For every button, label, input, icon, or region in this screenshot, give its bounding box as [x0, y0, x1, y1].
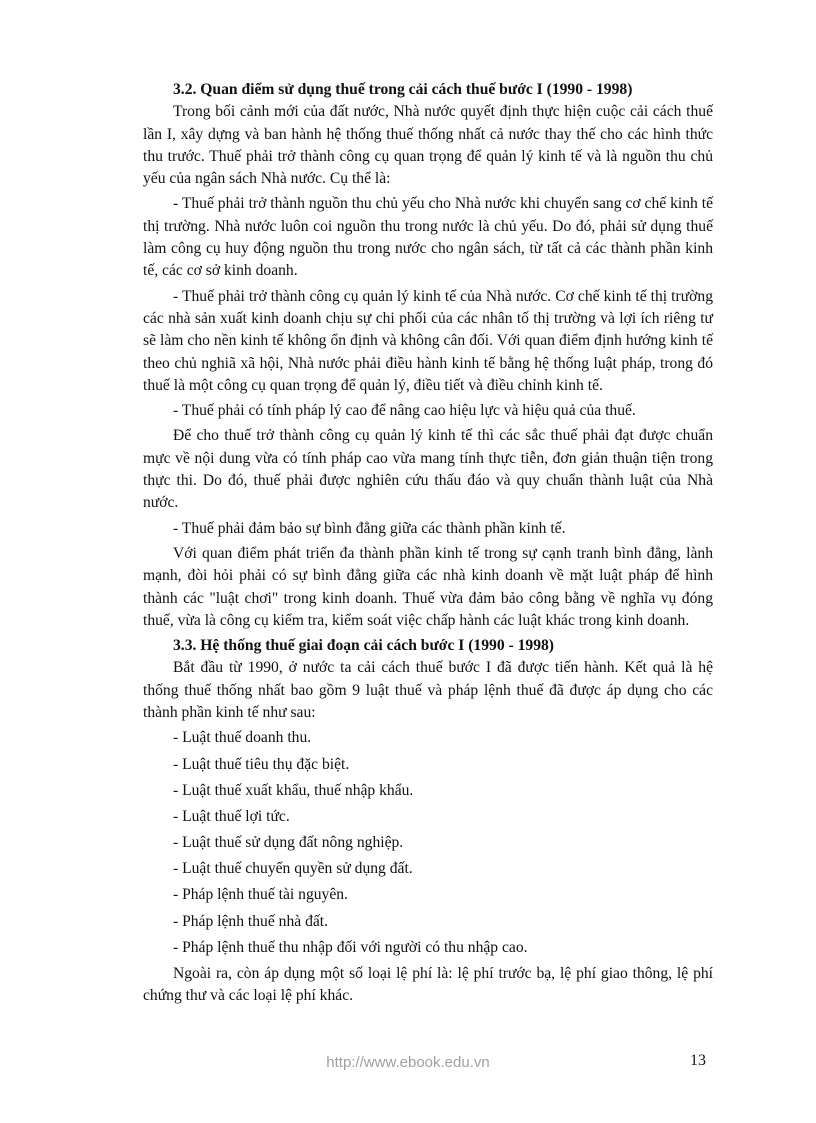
list-item: - Luật thuế chuyển quyền sử dụng đất. — [173, 860, 413, 878]
paragraph: Để cho thuế trở thành công cụ quản lý kinh tế thì các sắc thuế phải đạt được chuẩn mực về nội dung vừa có tính pháp cao vừa mang tính thực tiễn, đơn giản thuận tiện trong thực thi. Do đó, thuế phải được nghiên cứu thấu đáo và quy chuẩn thành luật của Nhà nước. — [143, 427, 713, 512]
page-number: 13 — [690, 1052, 706, 1069]
paragraph: Với quan điểm phát triển đa thành phần kinh tế trong sự cạnh tranh bình đẳng, lành mạnh, đòi hỏi phải có sự bình đẳng giữa các nhà kinh doanh về mặt luật pháp để hình thành các "luật chơi" trong kinh doanh. Thuế vừa đảm bảo công bằng về nghĩa vụ đóng thuế, vừa là công cụ kiểm tra, kiểm soát việc chấp hành các luật khác trong kinh doanh. — [143, 544, 713, 629]
list-item: - Luật thuế sử dụng đất nông nghiệp. — [173, 834, 404, 852]
section-heading-3-3: 3.3. Hệ thống thuế giai đoạn cải cách bước I (1990 - 1998) — [173, 637, 554, 655]
list-item: - Luật thuế tiêu thụ đặc biệt. — [173, 755, 350, 773]
document-page — [143, 79, 713, 1011]
tax-law-list — [143, 727, 713, 959]
paragraph: - Thuế phải trở thành công cụ quản lý kinh tế của Nhà nước. Cơ chế kinh tế thị trường các nhà sản xuất kinh doanh chịu sự chi phối của các nhân tố thị trường và lợi ích riêng tư sẽ làm cho nền kinh tế không ổn định và không cân đối. Với quan điểm định hướng kinh tế theo chủ nghiã xã hội, Nhà nước phải điều hành kinh tế bằng hệ thống luật pháp, trong đó thuế là một công cụ quan trọng để quản lý, điều tiết và điều chỉnh kinh tế. — [143, 287, 713, 394]
list-item: - Pháp lệnh thuế tài nguyên. — [173, 886, 348, 904]
list-item: - Luật thuế doanh thu. — [173, 729, 312, 747]
list-item: - Pháp lệnh thuế nhà đất. — [173, 912, 329, 930]
list-item: - Luật thuế lợi tức. — [173, 807, 290, 825]
paragraph: - Thuế phải trở thành nguồn thu chủ yếu cho Nhà nước khi chuyển sang cơ chế kinh tế thị trường. Nhà nước luôn coi nguồn thu trong nước là chủ yếu. Do đó, phải sử dụng thuế làm công cụ huy động nguồn thu trong nước cho ngân sách, từ tất cả các thành phần kinh tế, các cơ sở kinh doanh. — [143, 195, 713, 280]
section-heading-3-2: 3.2. Quan điểm sử dụng thuế trong cải cách thuế bước I (1990 - 1998) — [173, 81, 633, 98]
footer-url[interactable]: http://www.ebook.edu.vn — [326, 1054, 490, 1071]
list-item: - Luật thuế xuất khẩu, thuế nhập khẩu. — [173, 781, 414, 799]
paragraph: - Thuế phải đảm bảo sự bình đẳng giữa các thành phần kinh tế. — [173, 519, 566, 537]
paragraph: Trong bối cảnh mới của đất nước, Nhà nước quyết định thực hiện cuộc cải cách thuế lần I, xây dựng và ban hành hệ thống thuế thống nhất cả nước thay thế cho các hình thức thu trước. Thuế phải trở thành công cụ quan trọng để quản lý kinh tế và là nguồn thu chủ yếu của ngân sách Nhà nước. Cụ thể là: — [143, 103, 713, 188]
list-item: - Pháp lệnh thuế thu nhập đối với người có thu nhập cao. — [173, 938, 528, 956]
paragraph: - Thuế phải có tính pháp lý cao để nâng cao hiệu lực và hiệu quả của thuế. — [173, 402, 636, 420]
paragraph: Bắt đầu từ 1990, ở nước ta cải cách thuế bước I đã được tiến hành. Kết quả là hệ thống thuế thống nhất bao gồm 9 luật thuế và pháp lệnh thuế đã được áp dụng cho các thành phần kinh tế như sau: — [143, 659, 713, 722]
paragraph: Ngoài ra, còn áp dụng một số loại lệ phí là: lệ phí trước bạ, lệ phí giao thông, lệ phí chứng thư và các loại lệ phí khác. — [143, 965, 713, 1005]
